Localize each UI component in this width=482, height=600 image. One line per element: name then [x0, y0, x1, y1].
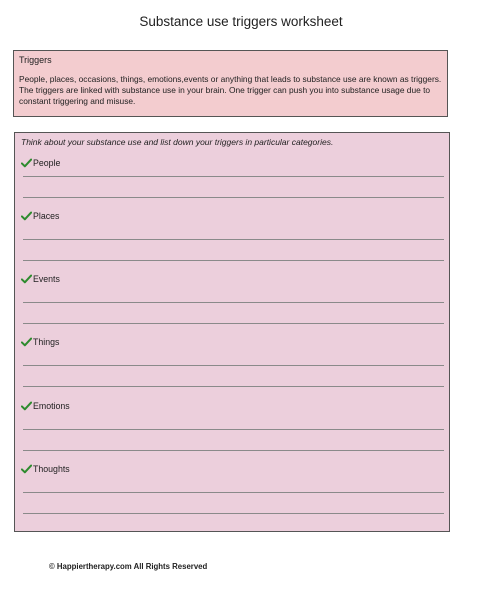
writing-line[interactable]	[23, 176, 444, 177]
category-label: People	[33, 158, 61, 168]
checkmark-icon	[21, 211, 32, 221]
instructions-text: Think about your substance use and list down your triggers in particular categories.	[21, 137, 334, 147]
writing-line[interactable]	[23, 386, 444, 387]
info-heading: Triggers	[19, 55, 52, 65]
writing-line[interactable]	[23, 492, 444, 493]
checkmark-icon	[21, 464, 32, 474]
checkmark-icon	[21, 401, 32, 411]
worksheet-title: Substance use triggers worksheet	[139, 14, 343, 29]
category-label: Emotions	[33, 401, 70, 411]
checkmark-icon	[21, 274, 32, 284]
triggers-list-box	[14, 132, 450, 532]
category-label: Places	[33, 211, 60, 221]
writing-line[interactable]	[23, 513, 444, 514]
writing-line[interactable]	[23, 450, 444, 451]
checkmark-icon	[21, 158, 32, 168]
info-body: People, places, occasions, things, emotions,events or anything that leads to substance use are known as triggers. The triggers are linked with substance use in your brain. One trigger can push you into substance usage due to constant triggering and misuse.	[19, 74, 442, 106]
writing-line[interactable]	[23, 239, 444, 240]
writing-line[interactable]	[23, 197, 444, 198]
writing-line[interactable]	[23, 302, 444, 303]
writing-line[interactable]	[23, 429, 444, 430]
writing-line[interactable]	[23, 260, 444, 261]
category-label: Thoughts	[33, 464, 70, 474]
category-label: Events	[33, 274, 60, 284]
triggers-info-box	[13, 50, 448, 117]
writing-line[interactable]	[23, 323, 444, 324]
copyright-footer: © Happiertherapy.com All Rights Reserved	[49, 562, 208, 571]
category-label: Things	[33, 337, 60, 347]
checkmark-icon	[21, 337, 32, 347]
writing-line[interactable]	[23, 365, 444, 366]
